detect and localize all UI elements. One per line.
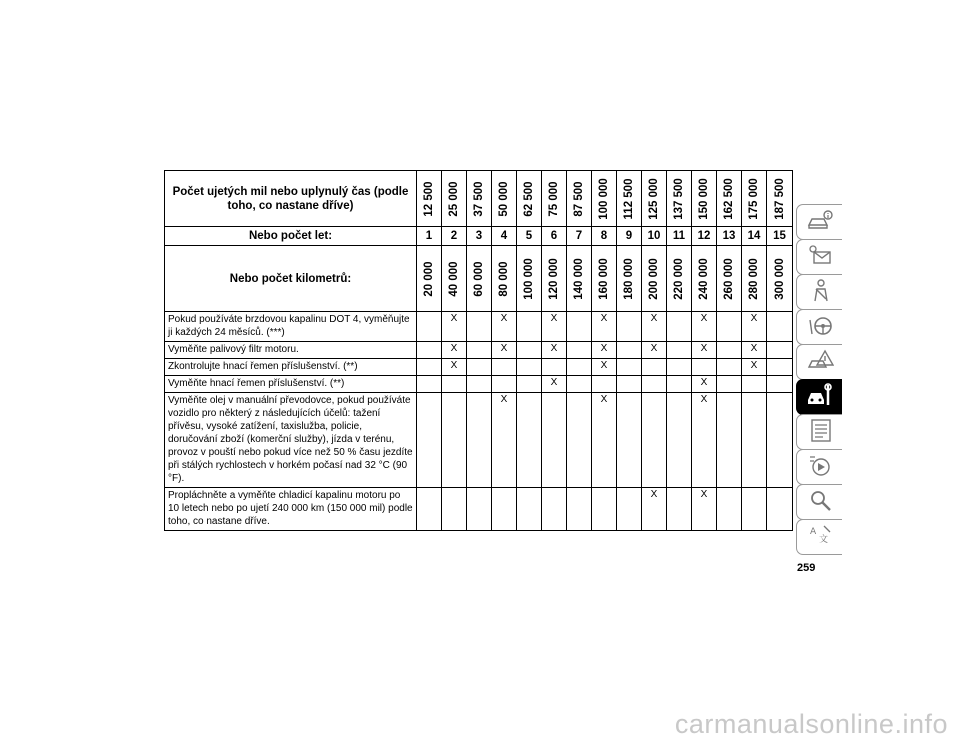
- multimedia-icon: [806, 452, 834, 483]
- year-interval-cell: 2: [442, 227, 467, 246]
- service-mark-cell: [517, 359, 542, 376]
- service-mark-cell: [717, 393, 742, 488]
- km-interval-cell: [592, 246, 617, 312]
- miles-interval-cell: [542, 171, 567, 227]
- km-interval-cell: [767, 246, 793, 312]
- service-mark-cell: X: [692, 312, 717, 342]
- service-mark-cell: X: [692, 376, 717, 393]
- miles-interval-value: 62 500: [523, 180, 535, 217]
- service-mark-cell: [667, 342, 692, 359]
- maintenance-task-description: Zkontrolujte hnací řemen příslušenství. (**): [165, 359, 417, 376]
- magnifier-icon: [806, 487, 834, 518]
- service-mark-cell: X: [642, 342, 667, 359]
- chapter-tab-4[interactable]: [796, 309, 842, 345]
- km-interval-cell: [417, 246, 442, 312]
- service-mark-cell: [617, 359, 642, 376]
- maintenance-task-description: Vyměňte olej v manuální převodovce, pokud používáte vozidlo pro některý z následujících účelů: tažení přívěsu, vysoké zatížení, taxislužba, policie, doručování zboží (komerční služby), jízda v terénu, provoz v pouští nebo pokud více než 50 % času jezdíte při stálých rychlostech v horkém počasí nad 32 °C (90 °F).: [165, 393, 417, 488]
- service-mark-cell: [742, 488, 767, 531]
- miles-interval-value: 25 000: [448, 180, 460, 217]
- km-interval-value: 300 000: [773, 257, 786, 300]
- year-interval-cell: 4: [492, 227, 517, 246]
- km-interval-cell: [617, 246, 642, 312]
- year-interval-cell: 13: [717, 227, 742, 246]
- service-mark-cell: X: [742, 312, 767, 342]
- miles-interval-cell: [617, 171, 642, 227]
- service-mark-cell: [617, 376, 642, 393]
- service-mark-cell: [592, 488, 617, 531]
- service-mark-cell: [417, 359, 442, 376]
- miles-interval-cell: [692, 171, 717, 227]
- km-interval-value: 260 000: [723, 257, 735, 300]
- service-mark-cell: [467, 376, 492, 393]
- years-header-label: Nebo počet let:: [165, 227, 417, 246]
- km-interval-cell: [642, 246, 667, 312]
- service-mark-cell: [667, 488, 692, 531]
- km-interval-cell: [717, 246, 742, 312]
- service-mark-cell: [667, 312, 692, 342]
- miles-interval-cell: [742, 171, 767, 227]
- service-mark-cell: [742, 393, 767, 488]
- service-mark-cell: [417, 393, 442, 488]
- service-mark-cell: [767, 312, 793, 342]
- miles-interval-cell: [642, 171, 667, 227]
- miles-interval-cell: [417, 171, 442, 227]
- year-interval-cell: 6: [542, 227, 567, 246]
- km-interval-value: 40 000: [448, 260, 460, 297]
- service-mark-cell: [467, 359, 492, 376]
- year-interval-cell: 7: [567, 227, 592, 246]
- service-mark-cell: [467, 488, 492, 531]
- maintenance-task-description: Vyměňte hnací řemen příslušenství. (**): [165, 376, 417, 393]
- service-mark-cell: [542, 488, 567, 531]
- miles-interval-value: 12 500: [423, 180, 435, 217]
- service-mark-cell: X: [542, 312, 567, 342]
- miles-interval-value: 50 000: [498, 180, 510, 217]
- service-mark-cell: [567, 376, 592, 393]
- service-mark-cell: X: [492, 312, 517, 342]
- table-row: [165, 488, 793, 531]
- miles-interval-value: 37 500: [473, 180, 485, 217]
- car-info-icon: [806, 207, 834, 238]
- service-mark-cell: [617, 312, 642, 342]
- miles-interval-cell: [667, 171, 692, 227]
- table-row: [165, 312, 793, 342]
- service-mark-cell: X: [442, 342, 467, 359]
- service-mark-cell: [717, 376, 742, 393]
- miles-interval-cell: [517, 171, 542, 227]
- km-interval-value: 20 000: [423, 260, 435, 297]
- service-mark-cell: [642, 359, 667, 376]
- page-number: 259: [797, 562, 816, 574]
- service-mark-cell: X: [592, 312, 617, 342]
- car-wrench-icon: [806, 382, 834, 413]
- km-interval-cell: [442, 246, 467, 312]
- miles-interval-value: 112 500: [623, 178, 635, 219]
- service-mark-cell: [667, 359, 692, 376]
- year-interval-cell: 14: [742, 227, 767, 246]
- chapter-tab-9[interactable]: [796, 484, 842, 520]
- service-mark-cell: [617, 342, 642, 359]
- service-mark-cell: X: [542, 376, 567, 393]
- miles-interval-cell: [567, 171, 592, 227]
- miles-interval-value: 137 500: [673, 177, 685, 220]
- miles-interval-value: 75 000: [548, 180, 560, 217]
- service-mark-cell: X: [492, 342, 517, 359]
- km-interval-value: 120 000: [548, 257, 560, 300]
- service-mark-cell: [417, 488, 442, 531]
- service-mark-cell: [467, 312, 492, 342]
- miles-interval-value: 187 500: [773, 177, 786, 220]
- table-row: [165, 359, 793, 376]
- miles-interval-value: 100 000: [598, 177, 610, 220]
- service-mark-cell: [767, 488, 793, 531]
- svg-text:A: A: [809, 526, 816, 537]
- service-mark-cell: X: [592, 342, 617, 359]
- service-mark-cell: X: [592, 393, 617, 488]
- km-interval-value: 180 000: [623, 257, 635, 300]
- service-mark-cell: [592, 376, 617, 393]
- table-row: [165, 342, 793, 359]
- miles-interval-value: 150 000: [698, 177, 710, 220]
- chapter-tab-3[interactable]: [796, 274, 842, 310]
- service-mark-cell: [567, 359, 592, 376]
- km-interval-value: 280 000: [748, 257, 760, 300]
- service-mark-cell: [567, 488, 592, 531]
- year-interval-cell: 12: [692, 227, 717, 246]
- service-mark-cell: X: [442, 312, 467, 342]
- table-row: [165, 393, 793, 488]
- year-interval-cell: 9: [617, 227, 642, 246]
- service-mark-cell: [617, 393, 642, 488]
- service-mark-cell: [442, 488, 467, 531]
- service-mark-cell: [767, 359, 793, 376]
- km-interval-cell: [542, 246, 567, 312]
- table-row: [165, 376, 793, 393]
- year-interval-cell: 1: [417, 227, 442, 246]
- km-interval-cell: [742, 246, 767, 312]
- miles-interval-cell: [717, 171, 742, 227]
- service-mark-cell: [442, 393, 467, 488]
- service-mark-cell: [692, 359, 717, 376]
- service-mark-cell: [542, 393, 567, 488]
- service-mark-cell: [492, 359, 517, 376]
- service-mark-cell: [717, 488, 742, 531]
- service-mark-cell: [717, 312, 742, 342]
- maintenance-task-description: Vyměňte palivový filtr motoru.: [165, 342, 417, 359]
- miles-interval-cell: [467, 171, 492, 227]
- service-mark-cell: X: [642, 488, 667, 531]
- chapter-tab-10[interactable]: [796, 519, 842, 555]
- km-interval-value: 140 000: [573, 257, 585, 300]
- service-mark-cell: X: [692, 488, 717, 531]
- service-mark-cell: [742, 376, 767, 393]
- miles-header-label: Počet ujetých mil nebo uplynulý čas (podle toho, co nastane dříve): [165, 171, 417, 227]
- safety-envelope-icon: [806, 242, 834, 273]
- car-warning-icon: [806, 347, 834, 378]
- service-mark-cell: X: [442, 359, 467, 376]
- miles-interval-cell: [492, 171, 517, 227]
- service-mark-cell: [642, 393, 667, 488]
- km-interval-value: 200 000: [648, 257, 660, 300]
- svg-text:文: 文: [818, 534, 828, 545]
- year-interval-cell: 11: [667, 227, 692, 246]
- service-mark-cell: X: [742, 359, 767, 376]
- service-mark-cell: [567, 312, 592, 342]
- miles-interval-value: 162 500: [723, 177, 735, 220]
- service-mark-cell: X: [642, 312, 667, 342]
- km-header-label: Nebo počet kilometrů:: [165, 246, 417, 312]
- miles-interval-value: 175 000: [748, 177, 760, 220]
- service-mark-cell: [517, 342, 542, 359]
- service-mark-cell: [417, 376, 442, 393]
- service-mark-cell: [492, 376, 517, 393]
- maintenance-task-description: Pokud používáte brzdovou kapalinu DOT 4, vyměňujte ji každých 24 měsíců. (***): [165, 312, 417, 342]
- miles-interval-cell: [592, 171, 617, 227]
- steering-wheel-icon: [806, 312, 834, 343]
- miles-interval-value: 125 000: [648, 177, 660, 220]
- miles-interval-cell: [442, 171, 467, 227]
- km-interval-cell: [517, 246, 542, 312]
- chapter-tab-7[interactable]: [796, 414, 842, 450]
- km-interval-cell: [467, 246, 492, 312]
- service-mark-cell: [567, 342, 592, 359]
- service-mark-cell: [542, 359, 567, 376]
- service-mark-cell: [617, 488, 642, 531]
- service-mark-cell: X: [692, 393, 717, 488]
- km-interval-value: 160 000: [598, 257, 610, 300]
- service-mark-cell: [517, 376, 542, 393]
- km-interval-cell: [492, 246, 517, 312]
- chapter-tab-1[interactable]: [796, 204, 842, 240]
- service-mark-cell: [642, 376, 667, 393]
- km-interval-value: 240 000: [698, 257, 710, 300]
- service-mark-cell: [517, 312, 542, 342]
- year-interval-cell: 10: [642, 227, 667, 246]
- miles-interval-cell: [767, 171, 793, 227]
- service-mark-cell: [417, 342, 442, 359]
- km-interval-cell: [692, 246, 717, 312]
- km-interval-cell: [667, 246, 692, 312]
- chapter-tab-8[interactable]: [796, 449, 842, 485]
- year-interval-cell: 8: [592, 227, 617, 246]
- specifications-list-icon: [806, 417, 834, 448]
- language-icon: [806, 522, 834, 553]
- chapter-tab-2[interactable]: [796, 239, 842, 275]
- service-mark-cell: [667, 393, 692, 488]
- chapter-tab-5[interactable]: [796, 344, 842, 380]
- service-mark-cell: X: [592, 359, 617, 376]
- year-interval-cell: 5: [517, 227, 542, 246]
- service-mark-cell: [567, 393, 592, 488]
- service-mark-cell: [767, 393, 793, 488]
- service-mark-cell: [517, 488, 542, 531]
- km-interval-value: 100 000: [523, 257, 535, 300]
- watermark: carmanualsonline.info: [674, 709, 948, 739]
- service-mark-cell: [417, 312, 442, 342]
- year-interval-cell: 15: [767, 227, 793, 246]
- service-mark-cell: X: [492, 393, 517, 488]
- service-mark-cell: [717, 342, 742, 359]
- maintenance-task-description: Propláchněte a vyměňte chladicí kapalinu motoru po 10 letech nebo po ujetí 240 000 km (150 000 mil) podle toho, co nastane dříve.: [165, 488, 417, 531]
- service-mark-cell: X: [692, 342, 717, 359]
- km-interval-cell: [567, 246, 592, 312]
- service-mark-cell: [767, 376, 793, 393]
- seatbelt-person-icon: [806, 277, 834, 308]
- service-mark-cell: [667, 376, 692, 393]
- service-mark-cell: [717, 359, 742, 376]
- service-mark-cell: X: [742, 342, 767, 359]
- km-interval-value: 220 000: [673, 257, 685, 300]
- km-interval-value: 60 000: [473, 260, 485, 297]
- km-interval-value: 80 000: [498, 260, 510, 297]
- maintenance-schedule-table: [164, 170, 793, 531]
- year-interval-cell: 3: [467, 227, 492, 246]
- service-mark-cell: [442, 376, 467, 393]
- miles-interval-value: 87 500: [573, 180, 585, 217]
- service-mark-cell: [517, 393, 542, 488]
- service-mark-cell: [767, 342, 793, 359]
- service-mark-cell: [467, 393, 492, 488]
- service-mark-cell: [467, 342, 492, 359]
- service-mark-cell: [492, 488, 517, 531]
- service-mark-cell: X: [542, 342, 567, 359]
- chapter-tab-6[interactable]: [796, 379, 842, 415]
